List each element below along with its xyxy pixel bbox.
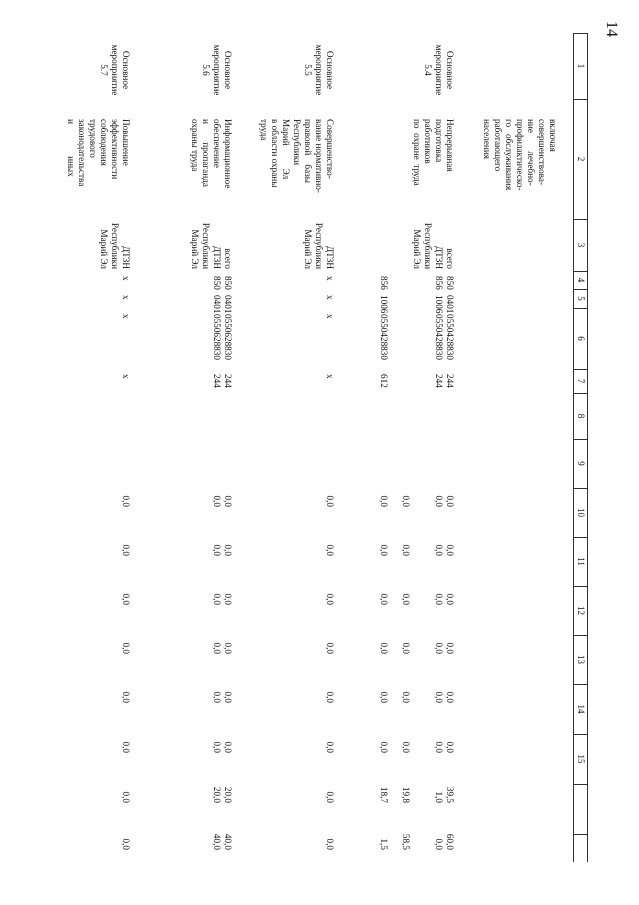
- funding-line: [400, 33, 411, 862]
- budget-table: [61, 33, 588, 862]
- text-line: Основное: [445, 50, 455, 90]
- expense-type-code: x: [325, 374, 335, 379]
- year-amount: 0,0: [434, 642, 444, 654]
- year-amount: 0,0: [121, 691, 131, 703]
- year-amount: 0,0: [325, 544, 335, 556]
- column-header-5: 5: [576, 296, 586, 301]
- grbs-code: 856: [434, 276, 444, 290]
- section-code: 0401: [223, 295, 233, 314]
- section-code: 0401: [212, 295, 222, 314]
- year-amount: 0,0: [445, 495, 455, 507]
- year-amount: 0,0: [121, 642, 131, 654]
- year-amount: 0,0: [434, 838, 444, 850]
- year-amount: 1,5: [379, 838, 389, 850]
- grbs-code: x: [325, 276, 335, 281]
- text-line: работающего: [493, 119, 503, 172]
- text-line: 5.7: [99, 64, 109, 76]
- expense-type-code: 244: [434, 374, 444, 388]
- text-line: ДТЗН: [325, 245, 335, 269]
- text-line: Основное: [121, 50, 131, 90]
- target-article-code: x: [121, 314, 131, 319]
- year-amount: 0,0: [401, 495, 411, 507]
- year-amount: 0,0: [121, 544, 131, 556]
- year-amount: 0,0: [401, 642, 411, 654]
- expense-type-code: 244: [223, 374, 233, 388]
- year-amount: 0,0: [121, 593, 131, 605]
- year-amount: 0,0: [325, 495, 335, 507]
- text-line: ДТЗН: [121, 245, 131, 269]
- year-amount: 0,0: [445, 691, 455, 703]
- year-amount: 0,0: [434, 495, 444, 507]
- text-line: мероприятие: [212, 44, 222, 96]
- text-line: законодательства: [77, 119, 87, 187]
- expense-type-code: x: [121, 374, 131, 379]
- year-amount: 0,0: [121, 741, 131, 753]
- text-line: го обслуживания: [504, 119, 514, 191]
- year-amount: 0,0: [401, 691, 411, 703]
- grbs-code: 850: [212, 276, 222, 290]
- year-amount: 0,0: [212, 741, 222, 753]
- text-line: населения: [482, 119, 492, 159]
- year-amount: 0,0: [325, 691, 335, 703]
- section-code: x: [325, 295, 335, 300]
- text-line: обеспечение: [212, 119, 222, 168]
- text-line: Республики: [201, 222, 211, 269]
- year-amount: 0,0: [325, 642, 335, 654]
- year-amount: 0,0: [445, 544, 455, 556]
- year-amount: 0,0: [223, 741, 233, 753]
- target-article-code: 0550628830: [212, 314, 222, 360]
- text-line: трудового: [88, 119, 98, 158]
- top-cell-text: [481, 119, 558, 219]
- year-amount: 0,0: [445, 741, 455, 753]
- responsible-executor: [189, 221, 222, 269]
- text-line: совершенствова-: [537, 119, 547, 186]
- rotated-table-sheet: [61, 33, 588, 862]
- year-amount: 0,0: [434, 593, 444, 605]
- text-line: Основное: [223, 50, 233, 90]
- year-amount: 0,0: [325, 593, 335, 605]
- column-header-13: 13: [576, 655, 586, 664]
- target-article-code: x: [325, 314, 335, 319]
- year-amount: 0,0: [325, 741, 335, 753]
- expense-type-code: 244: [445, 374, 455, 388]
- year-amount: 0,0: [401, 593, 411, 605]
- year-amount: 0,0: [434, 691, 444, 703]
- column-header-1: 1: [576, 63, 586, 69]
- text-line: 5.4: [423, 64, 433, 76]
- text-line: труда: [259, 119, 269, 141]
- header-bottom-rule: [573, 33, 574, 862]
- grbs-code: 850: [223, 276, 233, 290]
- text-line: по охране труда: [412, 119, 422, 186]
- text-line: ние лечебно-: [526, 119, 536, 186]
- text-line: подготовка: [434, 119, 444, 163]
- column-header-14: 14: [576, 704, 586, 714]
- responsible-executor: [98, 221, 131, 269]
- year-amount: 0,0: [379, 642, 389, 654]
- year-amount: 0,0: [434, 544, 444, 556]
- text-line: Республики: [314, 222, 324, 269]
- text-line: Марий Эл: [281, 119, 291, 180]
- text-line: Марий Эл: [412, 229, 422, 269]
- year-amount: 0,0: [379, 544, 389, 556]
- funding-line: [222, 33, 233, 862]
- year-amount: 0,0: [223, 593, 233, 605]
- column-header-12: 12: [576, 606, 586, 615]
- text-line: профилактическо-: [515, 119, 525, 191]
- text-line: Марий Эл: [99, 229, 109, 269]
- text-line: и пропаганда: [201, 119, 211, 187]
- text-line: 5.6: [201, 64, 211, 76]
- year-amount: 1,0: [434, 791, 444, 803]
- responsible-executor: [222, 221, 233, 269]
- header-top-rule: [587, 33, 588, 862]
- text-line: всего: [223, 248, 233, 269]
- header-divider: [574, 834, 588, 835]
- text-line: Основное: [325, 50, 335, 90]
- year-amount: 0,0: [325, 838, 335, 850]
- target-article-code: 0550628830: [223, 314, 233, 360]
- text-line: мероприятие: [314, 44, 324, 96]
- grbs-code: 856: [379, 276, 389, 290]
- section-code: 1006: [379, 295, 389, 314]
- column-header-2: 2: [576, 156, 586, 162]
- text-line: Информационное: [223, 119, 233, 189]
- text-line: всего: [445, 248, 455, 269]
- year-amount: 0,0: [401, 741, 411, 753]
- column-header-11: 11: [576, 557, 586, 566]
- column-header-15: 15: [576, 754, 586, 764]
- section-code: 0401: [445, 295, 455, 314]
- year-amount: 0,0: [223, 495, 233, 507]
- expense-type-code: 612: [379, 374, 389, 388]
- year-amount: 0,0: [434, 741, 444, 753]
- text-line: Республики: [110, 222, 120, 269]
- text-line: Республики: [292, 119, 302, 166]
- year-amount: 18,7: [379, 786, 389, 803]
- year-amount: 0,0: [379, 593, 389, 605]
- year-amount: 0,0: [223, 544, 233, 556]
- text-line: мероприятие: [434, 44, 444, 96]
- year-amount: 0,0: [121, 495, 131, 507]
- column-header-9: 9: [576, 461, 586, 466]
- year-amount: 0,0: [445, 642, 455, 654]
- year-amount: 0,0: [445, 593, 455, 605]
- target-article-code: 0550428830: [445, 314, 455, 360]
- text-line: Повышение: [121, 119, 131, 166]
- column-header-4: 4: [576, 277, 586, 283]
- column-header-3: 3: [576, 242, 586, 248]
- year-amount: 0,0: [121, 838, 131, 850]
- text-line: охраны труда: [190, 119, 200, 172]
- funding-line: [378, 33, 389, 862]
- text-line: Марий Эл: [190, 229, 200, 269]
- text-line: 5.5: [303, 64, 313, 76]
- year-amount: 0,0: [379, 691, 389, 703]
- year-amount: 40,0: [212, 833, 222, 850]
- year-amount: 20,0: [223, 786, 233, 803]
- year-amount: 0,0: [212, 593, 222, 605]
- year-amount: 0,0: [379, 495, 389, 507]
- funding-line: [444, 33, 455, 862]
- text-line: правовой базы: [303, 119, 313, 183]
- text-line: вание нормативно-: [314, 119, 324, 193]
- year-amount: 0,0: [325, 791, 335, 803]
- section-code: x: [121, 295, 131, 300]
- column-header-10: 10: [576, 508, 586, 517]
- text-line: эффективности: [110, 119, 120, 180]
- year-amount: 60,0: [445, 833, 455, 850]
- responsible-executor: [302, 221, 335, 269]
- year-amount: 0,0: [223, 642, 233, 654]
- page-number: 14: [603, 21, 620, 37]
- year-amount: 40,0: [223, 833, 233, 850]
- year-amount: 0,0: [401, 544, 411, 556]
- text-line: ДТЗН: [212, 245, 222, 269]
- expense-type-code: 244: [212, 374, 222, 388]
- year-amount: 0,0: [212, 544, 222, 556]
- year-amount: 0,0: [212, 642, 222, 654]
- grbs-code: 850: [445, 276, 455, 290]
- responsible-executor: [444, 221, 455, 269]
- text-line: в области охраны: [270, 119, 280, 188]
- grbs-code: x: [121, 276, 131, 281]
- column-header-8: 8: [576, 413, 586, 419]
- header-divider: [574, 784, 588, 785]
- year-amount: 0,0: [379, 741, 389, 753]
- text-line: и иных: [66, 119, 76, 177]
- year-amount: 39,5: [445, 786, 455, 803]
- text-line: мероприятие: [110, 44, 120, 96]
- text-line: Марий Эл: [303, 229, 313, 269]
- target-article-code: 0550428830: [379, 314, 389, 360]
- year-amount: 0,0: [223, 691, 233, 703]
- year-amount: 0,0: [121, 791, 131, 803]
- text-line: работников: [423, 119, 433, 164]
- text-line: соблюдения: [99, 119, 109, 166]
- year-amount: 0,0: [212, 691, 222, 703]
- column-header-6: 6: [576, 336, 586, 341]
- responsible-executor: [411, 221, 444, 269]
- text-line: Непрерывная: [445, 119, 455, 172]
- section-code: 1006: [434, 295, 444, 314]
- text-line: включая: [548, 119, 558, 152]
- year-amount: 58,5: [401, 833, 411, 850]
- target-article-code: 0550428830: [434, 314, 444, 360]
- text-line: Республики: [423, 222, 433, 269]
- year-amount: 20,0: [212, 786, 222, 803]
- text-line: ДТЗН: [434, 245, 444, 269]
- year-amount: 19,8: [401, 786, 411, 803]
- year-amount: 0,0: [212, 495, 222, 507]
- column-header-7: 7: [576, 378, 586, 384]
- text-line: Совершенство-: [325, 119, 335, 179]
